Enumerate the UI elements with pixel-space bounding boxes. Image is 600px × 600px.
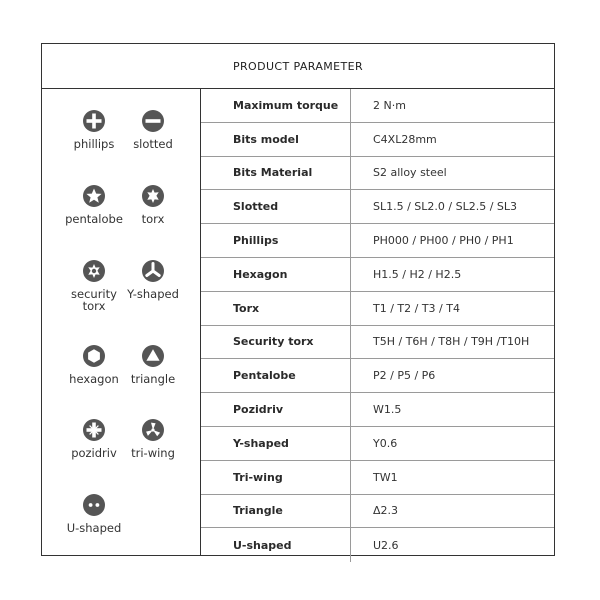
y-shaped-icon bbox=[141, 259, 165, 283]
pozidriv-icon bbox=[82, 418, 106, 442]
bit-type-tri-wing bbox=[118, 418, 188, 459]
table-row bbox=[201, 292, 554, 326]
parameter-name: Bits model bbox=[201, 123, 351, 156]
parameter-name: Phillips bbox=[201, 224, 351, 257]
bit-type-label: security torx bbox=[71, 287, 117, 313]
parameter-name: Slotted bbox=[201, 190, 351, 223]
bit-type-label: tri-wing bbox=[131, 446, 175, 460]
bit-type-label: slotted bbox=[133, 137, 173, 151]
table-row bbox=[201, 528, 554, 562]
parameter-name: Maximum torque bbox=[201, 89, 351, 122]
table-row bbox=[201, 393, 554, 427]
hexagon-icon bbox=[82, 344, 106, 368]
parameter-value: P2 / P5 / P6 bbox=[373, 369, 436, 383]
table-title: PRODUCT PARAMETER bbox=[42, 44, 554, 89]
bit-type-label: pozidriv bbox=[71, 446, 117, 460]
bit-type-u-shaped bbox=[59, 493, 129, 534]
parameter-value: Y0.6 bbox=[373, 436, 398, 450]
slotted-icon bbox=[141, 109, 165, 133]
parameter-name: Bits Material bbox=[201, 157, 351, 190]
parameter-value: C4XL28mm bbox=[373, 132, 437, 146]
parameter-name: Security torx bbox=[201, 326, 351, 359]
parameter-value: TW1 bbox=[373, 470, 398, 484]
bit-type-slotted bbox=[118, 109, 188, 150]
parameter-name: Triangle bbox=[201, 495, 351, 528]
table-row bbox=[201, 89, 554, 123]
parameter-name: U-shaped bbox=[201, 528, 351, 562]
parameter-value: S2 alloy steel bbox=[373, 166, 447, 180]
bit-type-label: hexagon bbox=[69, 372, 119, 386]
parameter-name: Pozidriv bbox=[201, 393, 351, 426]
parameter-value: H1.5 / H2 / H2.5 bbox=[373, 267, 462, 281]
parameter-value: 2 N·m bbox=[373, 98, 406, 112]
table-row bbox=[201, 258, 554, 292]
parameter-name: Y-shaped bbox=[201, 427, 351, 460]
security-torx-icon bbox=[82, 259, 106, 283]
parameter-value: Δ2.3 bbox=[373, 504, 399, 518]
bit-type-label: pentalobe bbox=[65, 212, 123, 226]
parameter-value: W1.5 bbox=[373, 403, 402, 417]
bit-type-y-shaped bbox=[118, 259, 188, 300]
parameter-name: Hexagon bbox=[201, 258, 351, 291]
parameter-value: T5H / T6H / T8H / T9H /T10H bbox=[373, 335, 530, 349]
parameter-value: T1 / T2 / T3 / T4 bbox=[373, 301, 460, 315]
table-row bbox=[201, 157, 554, 191]
bit-type-label: torx bbox=[141, 212, 165, 226]
bit-type-label: phillips bbox=[73, 137, 115, 151]
parameter-value: U2.6 bbox=[373, 538, 399, 552]
parameter-table-frame bbox=[41, 43, 555, 556]
bit-type-torx bbox=[118, 184, 188, 225]
u-shaped-icon bbox=[82, 493, 106, 517]
bit-type-triangle bbox=[118, 344, 188, 385]
bit-type-icon-panel bbox=[42, 89, 201, 555]
bit-type-label: Y-shaped bbox=[127, 287, 179, 301]
tri-wing-icon bbox=[141, 418, 165, 442]
table-row bbox=[201, 190, 554, 224]
torx-icon bbox=[141, 184, 165, 208]
bit-type-label: triangle bbox=[130, 372, 176, 386]
table-row bbox=[201, 427, 554, 461]
parameter-table bbox=[201, 89, 554, 555]
bit-type-label: U-shaped bbox=[66, 521, 122, 535]
table-row bbox=[201, 123, 554, 157]
parameter-name: Torx bbox=[201, 292, 351, 325]
triangle-icon bbox=[141, 344, 165, 368]
table-row bbox=[201, 495, 554, 529]
table-row bbox=[201, 326, 554, 360]
parameter-value: PH000 / PH00 / PH0 / PH1 bbox=[373, 234, 514, 248]
pentalobe-icon bbox=[82, 184, 106, 208]
parameter-value: SL1.5 / SL2.0 / SL2.5 / SL3 bbox=[373, 200, 518, 214]
phillips-icon bbox=[82, 109, 106, 133]
parameter-name: Pentalobe bbox=[201, 359, 351, 392]
parameter-name: Tri-wing bbox=[201, 461, 351, 494]
table-row bbox=[201, 359, 554, 393]
table-row bbox=[201, 461, 554, 495]
table-row bbox=[201, 224, 554, 258]
